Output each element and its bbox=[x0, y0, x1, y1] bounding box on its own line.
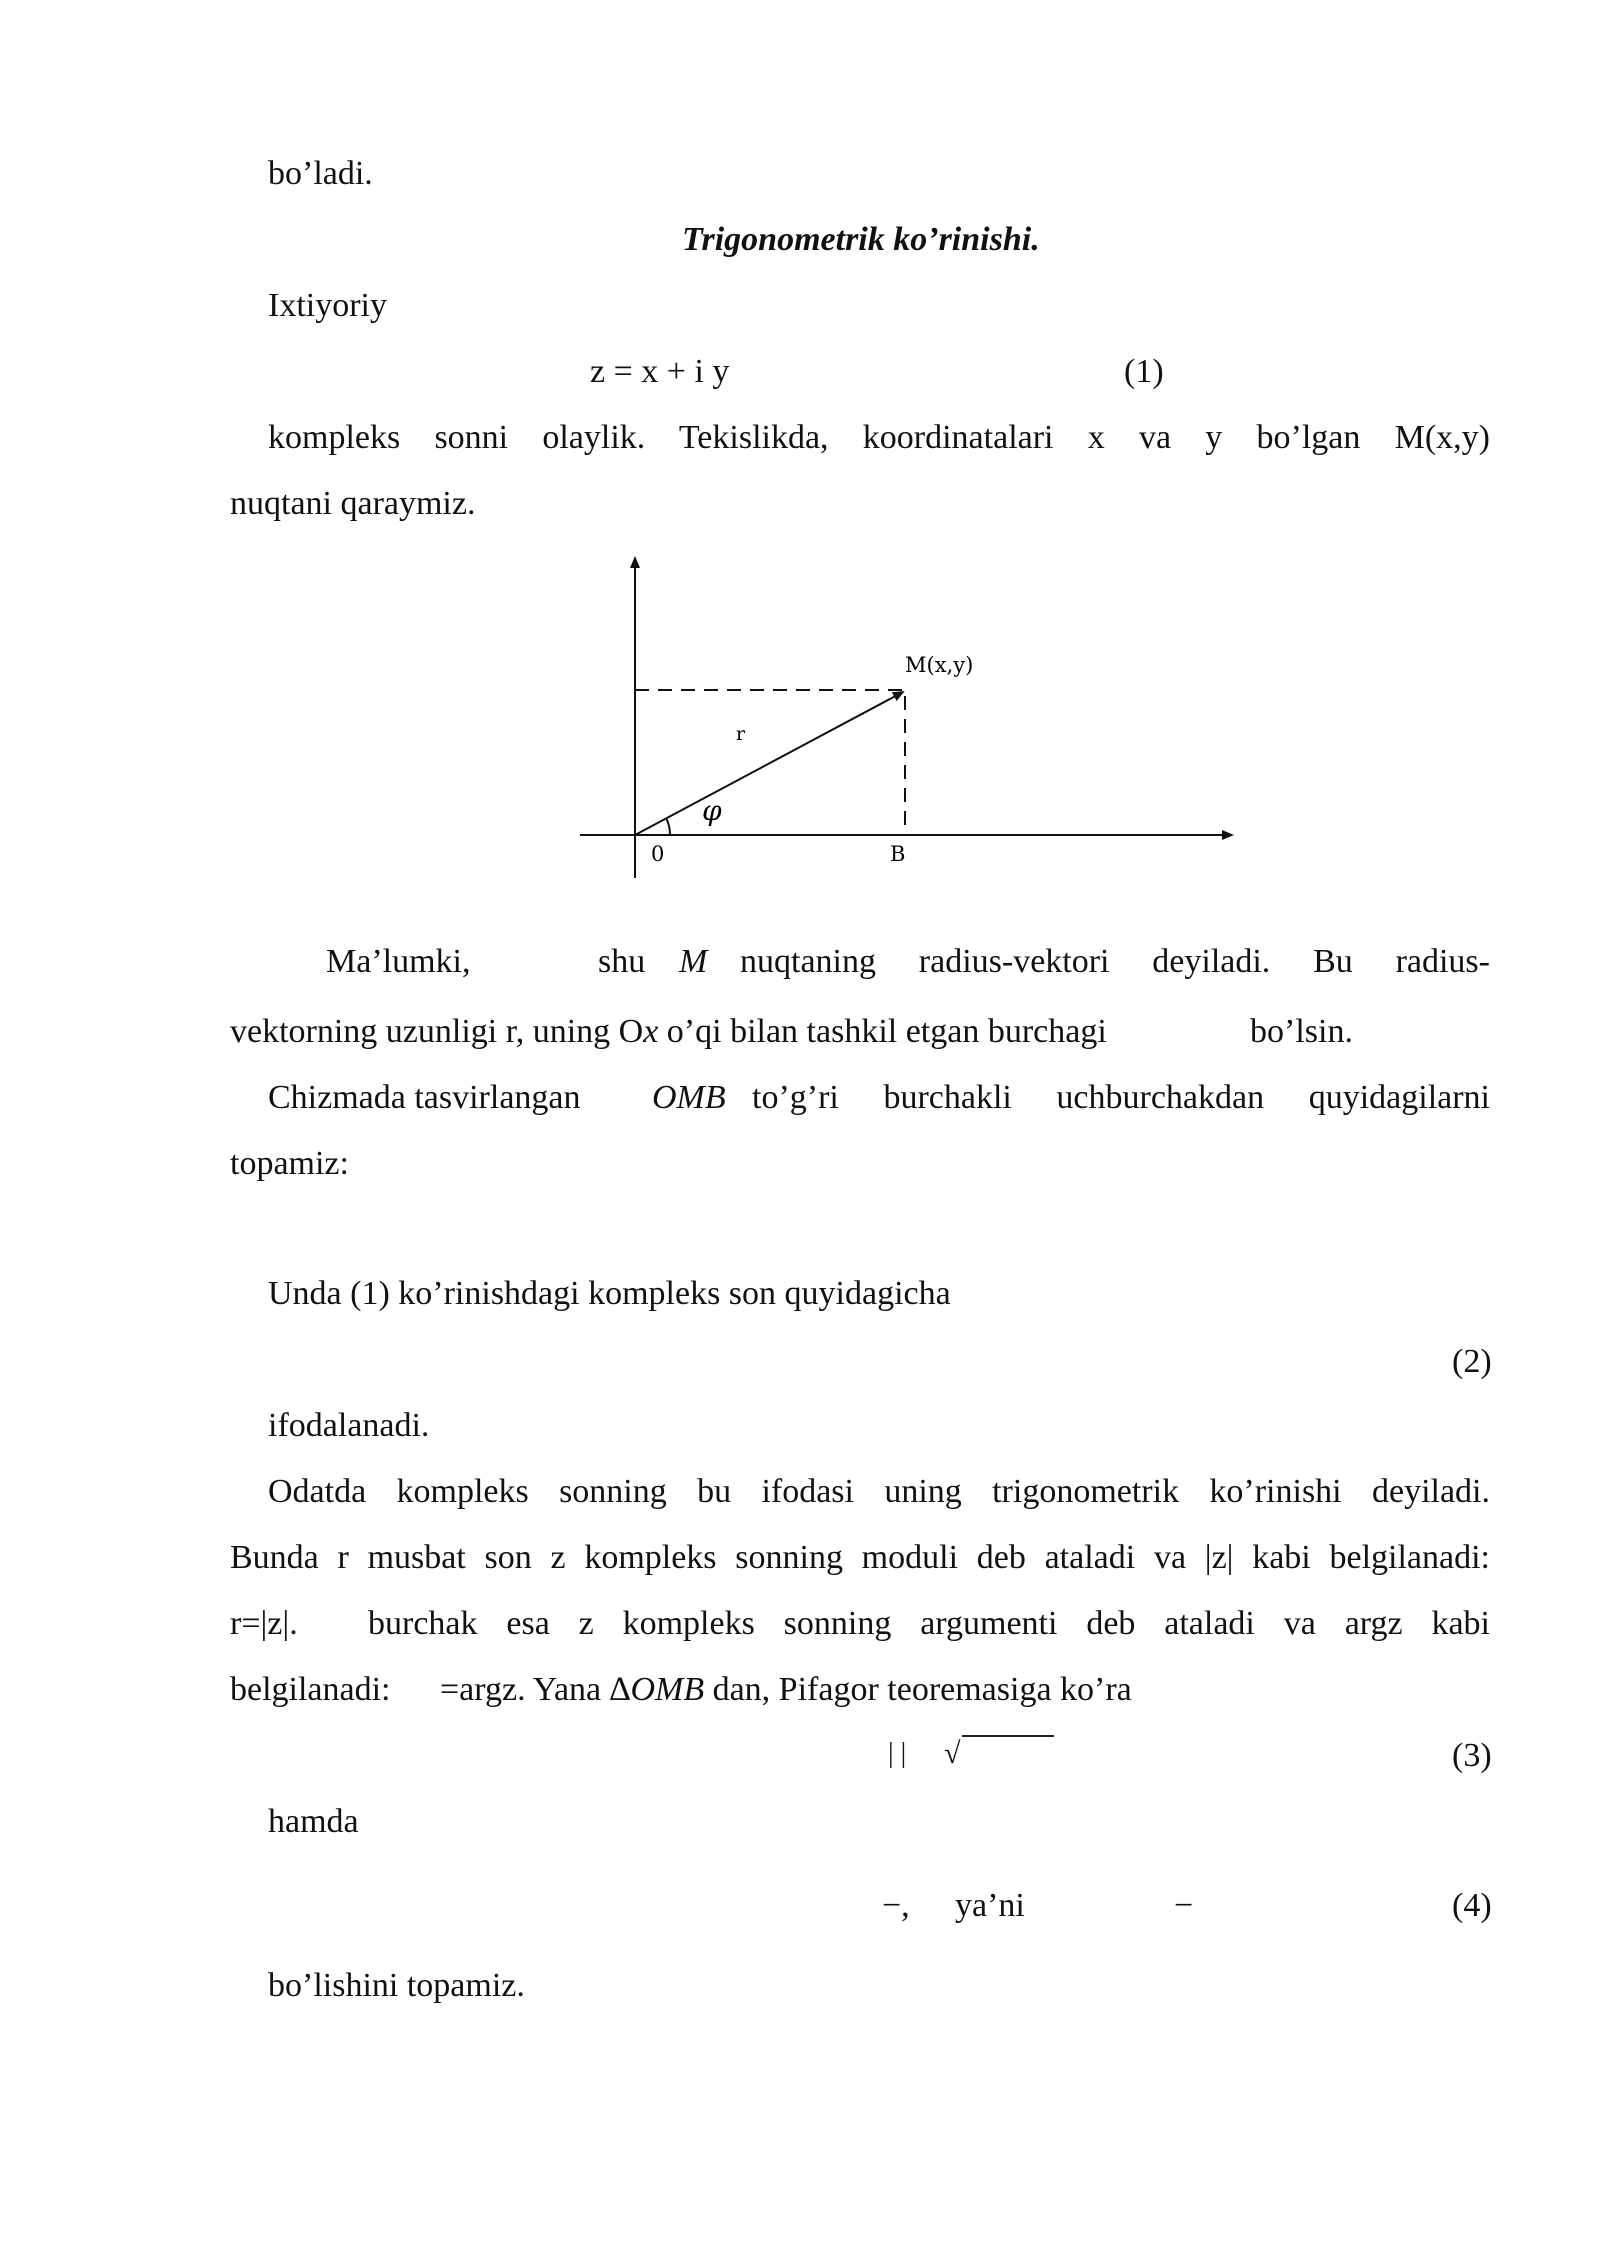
text-line: Odatda kompleks sonning bu ifodasi uning trigonometrik ko’rinishi deyiladi. bbox=[268, 1473, 1490, 1510]
text-fragment: dan, Pifagor teoremasiga ko’ra bbox=[704, 1671, 1132, 1708]
text-line: bo’ladi. bbox=[268, 155, 373, 192]
equation-number-4: (4) bbox=[1452, 1887, 1492, 1924]
angle-arc bbox=[666, 818, 670, 835]
text-line: kompleks sonni olaylik. Tekislikda, koordinatalari x va y bo’lgan M(x,y) bbox=[268, 419, 1490, 456]
equation-4-fraction-2: − bbox=[1174, 1887, 1194, 1924]
radius-vector bbox=[635, 692, 903, 835]
text-fragment: Ma’lumki, bbox=[326, 943, 471, 980]
text-fragment: bo’lsin. bbox=[1250, 1013, 1353, 1050]
phi-label: φ bbox=[702, 794, 722, 827]
section-title: Trigonometrik ko’rinishi. bbox=[682, 221, 1040, 258]
text-fragment: =argz. Yana ∆ bbox=[440, 1671, 631, 1708]
text-fragment: r=|z|. bbox=[230, 1605, 298, 1642]
text-fragment: burchak esa z kompleks sonning argumenti deb ataladi va argz kabi bbox=[368, 1605, 1490, 1642]
coordinate-figure bbox=[570, 548, 1240, 888]
text-line: Bunda r musbat son z kompleks sonning moduli deb ataladi va |z| kabi belgilanadi: bbox=[230, 1539, 1490, 1576]
sqrt-overline bbox=[962, 1735, 1054, 1737]
text-line: bo’lishini topamiz. bbox=[268, 1967, 525, 2004]
b-label: B bbox=[890, 842, 906, 866]
equation-4-text: ya’ni bbox=[955, 1887, 1025, 1924]
r-label: r bbox=[736, 723, 746, 745]
text-line: Unda (1) ko’rinishdagi kompleks son quyidagicha bbox=[268, 1275, 951, 1312]
text-line: Ixtiyoriy bbox=[268, 287, 387, 324]
text-fragment: OMB bbox=[652, 1079, 726, 1116]
text-fragment: shu bbox=[598, 943, 646, 980]
text-fragment: x bbox=[643, 1013, 659, 1050]
text-line: hamda bbox=[268, 1803, 359, 1840]
equation-number-2: (2) bbox=[1452, 1343, 1492, 1380]
text-line: ifodalanadi. bbox=[268, 1407, 430, 1444]
text-fragment: o’qi bilan tashkil etgan burchagi bbox=[658, 1013, 1107, 1050]
text-line bbox=[230, 1010, 1107, 1054]
equation-3-bars: | | bbox=[888, 1738, 907, 1769]
text-fragment: vektorning uzunligi r, uning O bbox=[230, 1013, 644, 1050]
equation-number-3: (3) bbox=[1452, 1737, 1492, 1774]
point-label: M(x,y) bbox=[905, 653, 974, 677]
text-fragment: nuqtaning radius-vektori deyiladi. Bu radius- bbox=[740, 943, 1490, 980]
equation-1: z = x + i y bbox=[590, 353, 730, 390]
text-fragment: Chizmada tasvirlangan bbox=[268, 1079, 581, 1116]
text-line: topamiz: bbox=[230, 1145, 349, 1182]
equation-4-fraction-1: −, bbox=[882, 1887, 910, 1924]
text-fragment: OMB bbox=[630, 1671, 705, 1708]
text-fragment: M bbox=[679, 943, 708, 980]
text-line: nuqtani qaraymiz. bbox=[230, 485, 476, 522]
text-line bbox=[440, 1668, 1132, 1712]
text-fragment: belgilanadi: bbox=[230, 1671, 391, 1708]
equation-3-sqrt: √ bbox=[944, 1737, 961, 1770]
text-fragment: to’g’ri burchakli uchburchakdan quyidagilarni bbox=[752, 1079, 1490, 1116]
origin-label: 0 bbox=[651, 842, 665, 866]
equation-number-1: (1) bbox=[1124, 353, 1164, 390]
